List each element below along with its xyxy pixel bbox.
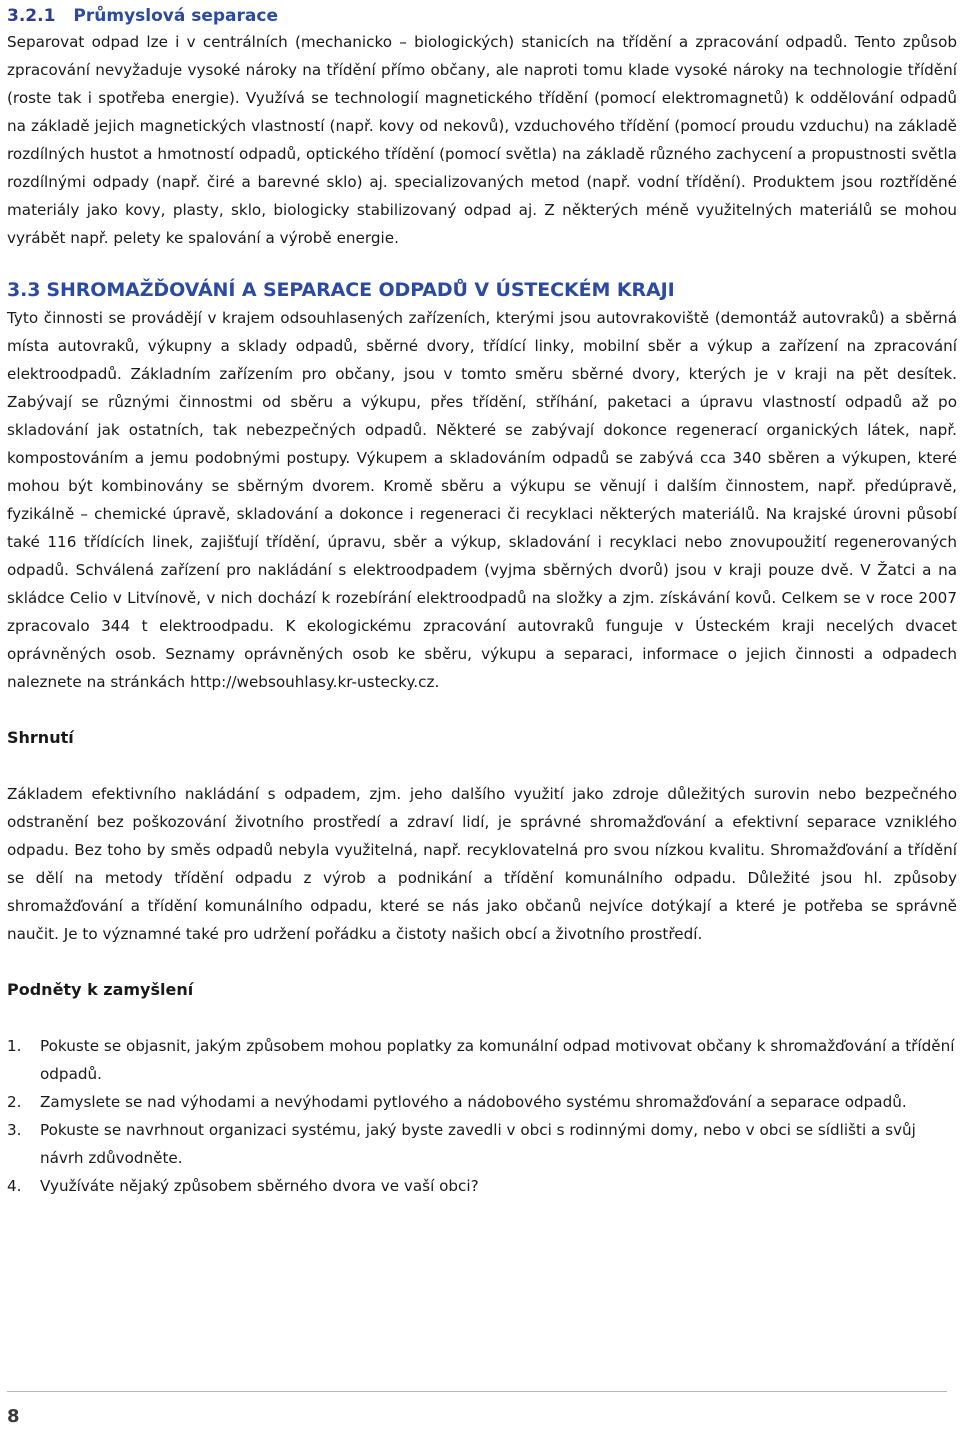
question-text: Zamyslete se nad výhodami a nevýhodami pytlového a nádobového systému shromažďování a separace odpadů. [40, 1093, 907, 1111]
question-item [7, 1172, 957, 1200]
subsection-number: 3.2.1 [7, 6, 56, 26]
question-item [7, 1032, 957, 1088]
subsection-paragraph: Separovat odpad lze i v centrálních (mechanicko – biologických) stanicích na třídění a zpracování odpadů. Tento způsob zpracování nevyžaduje vysoké nároky na třídění přímo občany, ale naproti tomu klade vysoké nároky na technologie třídění (roste tak i spotřeba energie). Využívá se technologií magnetického třídění (pomocí elektromagnetů) k oddělování odpadů na základě jejich magnetických vlastností (např. kovy od nekovů), vzduchového třídění (pomocí proudu vzduchu) na základě rozdílných hustot a hmotností odpadů, optického třídění (pomocí světla) na základě různého zachycení a propustnosti světla rozdílnými odpady (např. čiré a barevné sklo) aj. specializovaných metod (např. vodní třídění). Produktem jsou roztříděné materiály jako kovy, plasty, sklo, biologicky stabilizovaný odpad aj. Z některých méně využitelných materiálů se mohou vyrábět např. pelety ke spalování a výrobě energie. [7, 33, 957, 247]
section-heading [7, 276, 957, 304]
section-number: 3.3 [7, 279, 41, 301]
question-item [7, 1116, 957, 1172]
question-text: Pokuste se navrhnout organizaci systému, jaký byste zavedli v obci s rodinnými domy, nebo v obci se sídlišti a svůj návrh zdůvodněte. [40, 1121, 916, 1167]
question-text: Pokuste se objasnit, jakým způsobem mohou poplatky za komunální odpad motivovat občany k shromažďování a třídění odpadů. [40, 1037, 955, 1083]
subsection-heading [7, 4, 957, 28]
page-number: 8 [7, 1406, 20, 1427]
summary-heading: Shrnutí [7, 728, 74, 747]
spacer [7, 1004, 957, 1032]
summary-paragraph: Základem efektivního nakládání s odpadem, zjm. jeho dalšího využití jako zdroje důležitých surovin nebo bezpečného odstranění bez poškozování životního prostředí a zdraví lidí, je správné shromažďování a efektivní separace vzniklého odpadu. Bez toho by směs odpadů nebyla využitelná, např. recyklovatelná pro svou nízkou kvalitu. Shromažďování a třídění se dělí na metody třídění odpadu z výrob a podnikání a třídění komunálního odpadu. Důležité jsou hl. způsoby shromažďování a třídění komunálního odpadu, které se nás jako občanů nejvíce dotýkají a které je potřeba se správně naučit. Je to významné také pro udržení pořádku a čistoty našich obcí a životního prostředí. [7, 785, 957, 943]
question-number: 2. [7, 1093, 22, 1111]
questions-list [7, 1032, 957, 1200]
section-title: SHROMAŽĎOVÁNÍ A SEPARACE ODPADŮ V ÚSTECKÉM KRAJI [46, 279, 675, 301]
question-number: 1. [7, 1037, 22, 1055]
footer-divider [7, 1391, 947, 1392]
question-item [7, 1088, 957, 1116]
spacer [7, 752, 957, 780]
question-text: Využíváte nějaký způsobem sběrného dvora ve vaší obci? [40, 1177, 479, 1195]
question-number: 3. [7, 1121, 22, 1139]
questions-heading: Podněty k zamyšlení [7, 980, 194, 999]
question-number: 4. [7, 1177, 22, 1195]
document-page [7, 4, 957, 1200]
section-paragraph: Tyto činnosti se provádějí v krajem odsouhlasených zařízeních, kterými jsou autovrakoviště (demontáž autovraků) a sběrná místa autovraků, výkupny a sklady odpadů, sběrné dvory, třídící linky, mobilní sběr a výkup a zařízení na zpracování elektroodpadů. Základním zařízením pro občany, jsou v tomto směru sběrné dvory, kterých je v kraji na pět desítek. Zabývají se různými činnostmi od sběru a výkupu, přes třídění, stříhání, paketaci a úpravu vlastností odpadů až po skladování jak ostatních, tak nebezpečných odpadů. Některé se zabývají dokonce regenerací organických látek, např. kompostováním a jemu podobnými postupy. Výkupem a skladováním odpadů se zabývá cca 340 sběren a výkupen, které mohou být kombinovány se sběrným dvorem. Kromě sběru a výkupu se věnují i dalším činnostem, např. předúpravě, fyzikálně – chemické úpravě, skladování a dokonce i regeneraci či recyklaci některých materiálů. Na krajské úrovni působí také 116 třídících linek, zajišťují třídění, úpravu, sběr a výkup, skladování i recyklaci nebo znovupoužití regenerovaných odpadů. Schválená zařízení pro nakládání s elektroodpadem (vyjma sběrných dvorů) jsou v kraji pouze dvě. V Žatci a na skládce Celio v Litvínově, v nich dochází k rozebírání elektroodpadů na složky a zjm. získávání kovů. Celkem se v roce 2007 zpracovalo 344 t elektroodpadu. K ekologickému zpracování autovraků funguje v Ústeckém kraji necelých dvacet oprávněných osob. Seznamy oprávněných osob ke sběru, výkupu a separaci, informace o jejich činnosti a odpadech naleznete na stránkách http://websouhlasy.kr-ustecky.cz. [7, 309, 957, 691]
subsection-title: Průmyslová separace [73, 6, 278, 26]
